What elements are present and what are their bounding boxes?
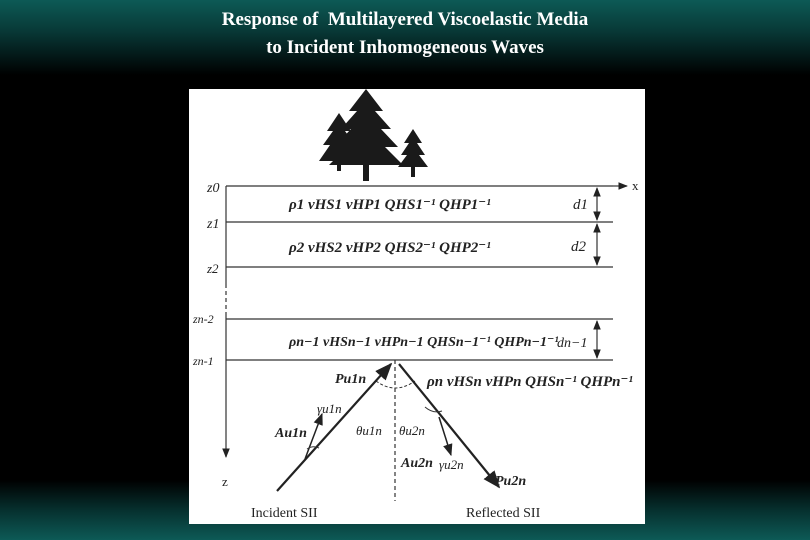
- z-axis-label: z: [222, 474, 228, 489]
- interface-zn-1-label: zn-1: [193, 354, 214, 368]
- reflected-caption: Reflected SII: [466, 506, 541, 521]
- layer-2-params: ρ2 vHS2 vHP2 QHS2⁻¹ QHP2⁻¹: [289, 240, 491, 256]
- thickness-d1-label: d1: [573, 197, 588, 213]
- interface-z1-label: z1: [207, 217, 220, 232]
- tree-right-icon: [398, 129, 428, 177]
- interface-z0-label: z0: [207, 181, 220, 196]
- trees-icon: [319, 89, 428, 181]
- interface-z2-label: z2: [207, 261, 219, 276]
- figure-panel: [189, 89, 645, 524]
- theta-reflected-label: θu2n: [399, 423, 425, 438]
- title-line-1: Response of Multilayered Viscoelastic Media: [221, 9, 589, 30]
- incident-attenuation-label: Au1n: [275, 426, 307, 441]
- reflected-propagation-label: Pu2n: [495, 474, 527, 489]
- thickness-d2-label: d2: [571, 239, 586, 255]
- half-space-params: ρn vHSn vHPn QHSn⁻¹ QHPn⁻¹: [427, 374, 633, 390]
- title-line-2: to Incident Inhomogeneous Waves: [266, 37, 544, 58]
- incident-propagation-label: Pu1n: [335, 372, 367, 387]
- slide-title: [0, 6, 810, 62]
- thickness-dn-1-label: dn−1: [557, 336, 588, 351]
- gamma-reflected-label: γu2n: [439, 457, 464, 472]
- x-axis-label: x: [632, 178, 639, 193]
- incident-attenuation-arrow: [305, 414, 322, 459]
- layer-1-params: ρ1 vHS1 vHP1 QHS1⁻¹ QHP1⁻¹: [289, 197, 491, 213]
- reflected-attenuation-arrow: [439, 417, 451, 455]
- theta-incident-label: θu1n: [356, 423, 382, 438]
- layer-n-1-params: ρn−1 vHSn−1 vHPn−1 QHSn−1⁻¹ QHPn−1⁻¹: [289, 335, 559, 350]
- gamma-incident-label: γu1n: [317, 401, 342, 416]
- incident-caption: Incident SII: [251, 506, 318, 521]
- layered-media-diagram: [189, 89, 645, 524]
- reflected-attenuation-label: Au2n: [401, 456, 433, 471]
- interface-zn-2-label: zn-2: [193, 312, 214, 326]
